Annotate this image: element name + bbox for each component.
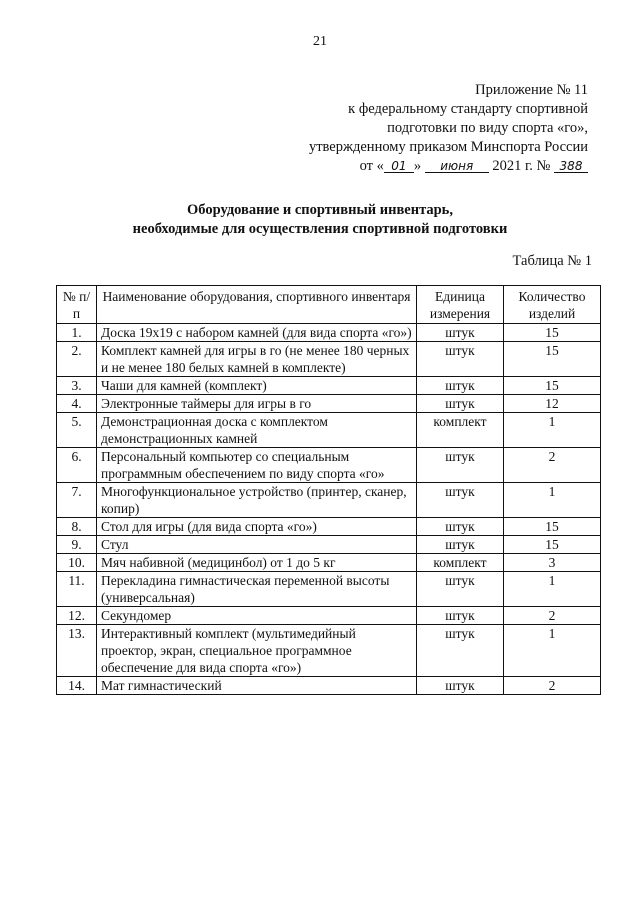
- row-unit: штук: [417, 395, 504, 413]
- date-year: 2021 г. №: [492, 158, 551, 174]
- row-unit: штук: [417, 518, 504, 536]
- row-name: Секундомер: [97, 607, 417, 625]
- row-qty: 2: [504, 677, 601, 695]
- row-unit: штук: [417, 483, 504, 518]
- header-num: № п/п: [57, 286, 97, 324]
- equipment-table: [56, 285, 601, 695]
- row-qty: 3: [504, 554, 601, 572]
- table-row: [57, 607, 601, 625]
- row-num: 3.: [57, 377, 97, 395]
- row-unit: комплект: [417, 554, 504, 572]
- row-name: Персональный компьютер со специальным программным обеспечением по виду спорта «го»: [97, 448, 417, 483]
- table-body: [57, 324, 601, 695]
- table-row: [57, 377, 601, 395]
- row-name: Мяч набивной (медицинбол) от 1 до 5 кг: [97, 554, 417, 572]
- row-qty: 1: [504, 625, 601, 677]
- row-name: Интерактивный комплект (мультимедийный проектор, экран, специальное программное обеспечение для вида спорта «го»): [97, 625, 417, 677]
- row-num: 2.: [57, 342, 97, 377]
- table-row: [57, 554, 601, 572]
- row-num: 13.: [57, 625, 97, 677]
- row-qty: 15: [504, 536, 601, 554]
- row-unit: комплект: [417, 413, 504, 448]
- handwritten-day: 01: [384, 160, 414, 173]
- table-row: [57, 413, 601, 448]
- header-unit: Единица измерения: [417, 286, 504, 324]
- table-row: [57, 677, 601, 695]
- appendix-line-1: Приложение № 11: [475, 82, 588, 98]
- row-qty: 2: [504, 607, 601, 625]
- date-prefix: от «: [359, 158, 384, 174]
- row-num: 5.: [57, 413, 97, 448]
- table-row: [57, 448, 601, 483]
- table-header-row: [57, 286, 601, 324]
- table-row: [57, 518, 601, 536]
- table-row: [57, 324, 601, 342]
- row-unit: штук: [417, 377, 504, 395]
- row-name: Стул: [97, 536, 417, 554]
- row-num: 14.: [57, 677, 97, 695]
- row-name: Стол для игры (для вида спорта «го»): [97, 518, 417, 536]
- handwritten-month: июня: [425, 160, 489, 173]
- row-unit: штук: [417, 324, 504, 342]
- row-name: Электронные таймеры для игры в го: [97, 395, 417, 413]
- row-num: 6.: [57, 448, 97, 483]
- table-row: [57, 572, 601, 607]
- row-num: 11.: [57, 572, 97, 607]
- title-line-1: Оборудование и спортивный инвентарь,: [187, 202, 453, 218]
- row-unit: штук: [417, 448, 504, 483]
- row-num: 1.: [57, 324, 97, 342]
- appendix-block: [300, 81, 588, 176]
- row-qty: 1: [504, 413, 601, 448]
- row-qty: 2: [504, 448, 601, 483]
- row-name: Мат гимнастический: [97, 677, 417, 695]
- header-qty: Количество изделий: [504, 286, 601, 324]
- table-label: Таблица № 1: [512, 253, 592, 269]
- row-num: 10.: [57, 554, 97, 572]
- row-unit: штук: [417, 607, 504, 625]
- row-unit: штук: [417, 677, 504, 695]
- row-num: 7.: [57, 483, 97, 518]
- row-qty: 15: [504, 518, 601, 536]
- row-name: Демонстрационная доска с комплектом демонстрационных камней: [97, 413, 417, 448]
- row-qty: 15: [504, 324, 601, 342]
- date-mid: »: [413, 158, 422, 174]
- row-qty: 1: [504, 483, 601, 518]
- row-num: 12.: [57, 607, 97, 625]
- table-row: [57, 536, 601, 554]
- row-unit: штук: [417, 342, 504, 377]
- row-qty: 12: [504, 395, 601, 413]
- row-name: Перекладина гимнастическая переменной высоты (универсальная): [97, 572, 417, 607]
- page-number: 21: [313, 34, 327, 49]
- row-num: 4.: [57, 395, 97, 413]
- row-qty: 15: [504, 377, 601, 395]
- handwritten-order-number: 388: [554, 160, 588, 173]
- row-qty: 1: [504, 572, 601, 607]
- row-name: Комплект камней для игры в го (не менее 180 черных и не менее 180 белых камней в комплекте): [97, 342, 417, 377]
- table-row: [57, 483, 601, 518]
- title-line-2: необходимые для осуществления спортивной подготовки: [132, 221, 508, 237]
- document-title: [0, 201, 640, 239]
- appendix-date-line: [300, 157, 588, 176]
- table-row: [57, 625, 601, 677]
- row-num: 9.: [57, 536, 97, 554]
- appendix-line-3: подготовки по виду спорта «го»,: [387, 120, 588, 136]
- table-row: [57, 342, 601, 377]
- row-unit: штук: [417, 625, 504, 677]
- table-row: [57, 395, 601, 413]
- header-name: Наименование оборудования, спортивного инвентаря: [97, 286, 417, 324]
- row-name: Чаши для камней (комплект): [97, 377, 417, 395]
- row-qty: 15: [504, 342, 601, 377]
- appendix-line-4: утвержденному приказом Минспорта России: [308, 139, 588, 155]
- row-name: Многофункциональное устройство (принтер, сканер, копир): [97, 483, 417, 518]
- row-num: 8.: [57, 518, 97, 536]
- appendix-line-2: к федеральному стандарту спортивной: [348, 101, 588, 117]
- row-unit: штук: [417, 572, 504, 607]
- row-name: Доска 19x19 с набором камней (для вида спорта «го»): [97, 324, 417, 342]
- row-unit: штук: [417, 536, 504, 554]
